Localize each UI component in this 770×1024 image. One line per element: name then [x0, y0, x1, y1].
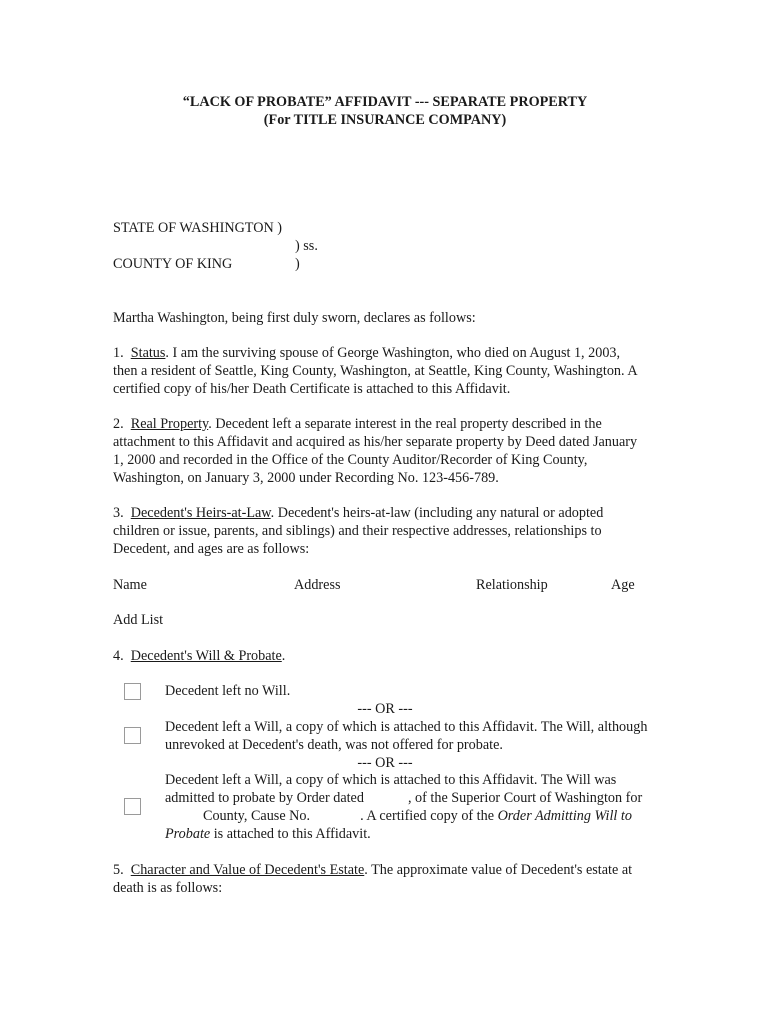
no-will-checkbox[interactable] — [124, 683, 141, 700]
section-status: 1. Status. I am the surviving spouse of George Washington, who died on August 1, 2003, then a resident of Seattle, King County, Washington, at Seattle, King County, Washington. A certified copy of his/her Death Certificate is attached to this Affidavit. — [113, 345, 637, 397]
section-will-probate: 4. Decedent's Will & Probate. — [113, 648, 286, 664]
will-not-probated-checkbox[interactable] — [124, 727, 141, 744]
section-heading: Real Property — [130, 416, 209, 432]
section-real-property: 2. Real Property. Decedent left a separate interest in the real property described in the attachment to this Affidavit and acquired as his/her separate property by Deed dated January 1, 2000 and recorded in the Office of the County Auditor/Recorder of King County, Washington, on January 3, 2000 under Recording No. 123-456-789. — [113, 416, 638, 486]
section-estate-value: 5. Character and Value of Decedent's Estate. The approximate value of Decedent's estate at death is as follows: — [113, 862, 633, 896]
option-will-probated: Decedent left a Will, a copy of which is attached to this Affidavit. The Will was admitted to probate by Order dated , of the Superior Court of Washington forCounty, Cause No. . A certified copy of the Order Admitting Will to Probate is attached to this Affidavit. — [165, 772, 643, 842]
section-heirs: 3. Decedent's Heirs-at-Law. Decedent's heirs-at-law (including any natural or adopted children or issue, parents, and siblings) and their respective addresses, relationships to Decedent, and ages are as follows: — [113, 505, 604, 557]
col-age: Age — [611, 577, 635, 593]
title-line-2: (For TITLE INSURANCE COMPANY) — [263, 112, 507, 128]
title-line-1: “LACK OF PROBATE” AFFIDAVIT --- SEPARATE PROPERTY — [182, 94, 588, 110]
section-heading: Status — [130, 345, 166, 361]
col-address: Address — [294, 577, 341, 593]
document-title — [0, 93, 770, 129]
col-name: Name — [113, 577, 147, 593]
col-relationship: Relationship — [476, 577, 548, 593]
or-divider: --- OR --- — [357, 755, 413, 771]
section-heading: Decedent's Heirs-at-Law — [130, 505, 271, 521]
section-heading: Character and Value of Decedent's Estate — [130, 862, 365, 878]
add-list: Add List — [113, 612, 164, 628]
or-divider: --- OR --- — [357, 701, 413, 717]
venue-paren: ) — [295, 256, 300, 272]
venue-ss: ) ss. — [295, 238, 318, 254]
option-will-not-probated: Decedent left a Will, a copy of which is attached to this Affidavit. The Will, although unrevoked at Decedent's death, was not offered for probate. — [165, 719, 648, 753]
section-heading: Decedent's Will & Probate — [130, 648, 282, 664]
venue-county: COUNTY OF KING — [113, 256, 233, 272]
venue-state: STATE OF WASHINGTON ) — [113, 220, 282, 236]
option-no-will: Decedent left no Will. — [165, 683, 291, 699]
will-probated-checkbox[interactable] — [124, 798, 141, 815]
intro-declaration: Martha Washington, being first duly sworn, declares as follows: — [113, 310, 476, 326]
